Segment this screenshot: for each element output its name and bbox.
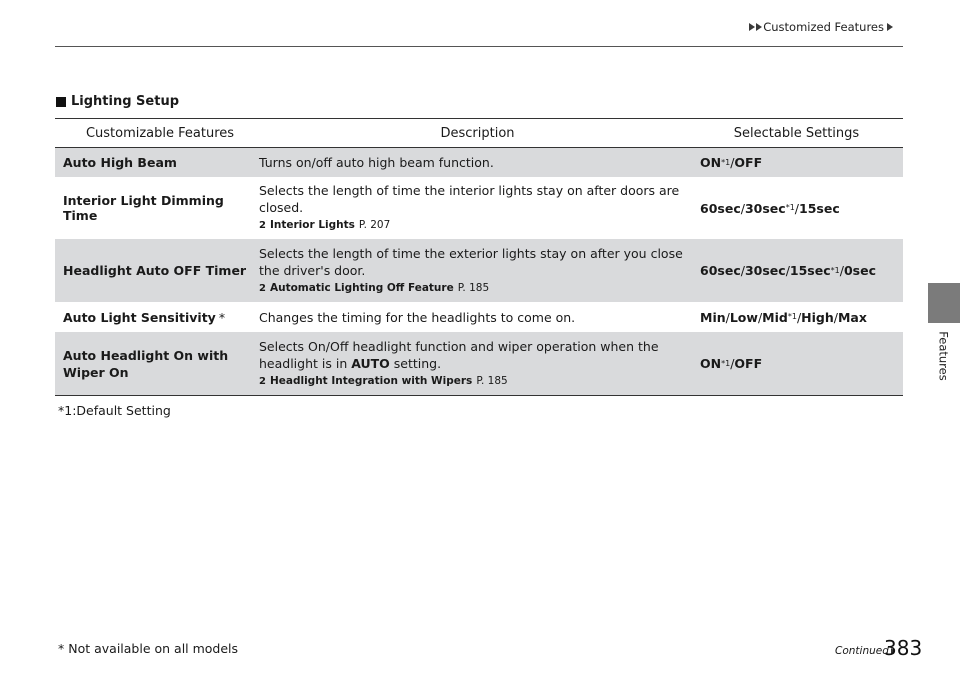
separator: /: [785, 263, 790, 278]
setting-option: Min: [700, 309, 726, 325]
feature-description: [255, 177, 700, 239]
selectable-settings: ON *1 / OFF: [700, 155, 763, 170]
table-row: [55, 302, 903, 332]
page-number: 383: [884, 636, 923, 660]
separator: /: [833, 309, 838, 325]
feature-name: [55, 332, 255, 395]
setting-option: 60sec: [700, 263, 741, 278]
setting-option: Low: [729, 309, 758, 325]
feature-description: [255, 332, 700, 395]
table-body: [55, 148, 903, 395]
setting-option: 30sec: [744, 263, 786, 278]
selectable-settings: 60sec / 30sec / 15sec *1 / 0sec: [700, 263, 876, 278]
side-tab-marker: [928, 283, 960, 323]
table-row: [55, 177, 903, 239]
setting-option: ON: [700, 155, 722, 170]
reference-page[interactable]: P. 185: [457, 281, 490, 294]
feature-description: [255, 239, 700, 302]
setting-option: ON: [700, 356, 722, 371]
section-title-text: Lighting Setup: [71, 94, 180, 109]
selectable-settings: Min / Low / Mid *1 / High / Max: [700, 309, 867, 325]
separator: /: [796, 309, 802, 325]
setting-option: High: [801, 309, 834, 325]
setting-option: OFF: [734, 155, 763, 170]
side-tab: [928, 331, 960, 381]
setting-option: OFF: [734, 356, 763, 371]
selectable-settings: ON *1 / OFF: [700, 356, 763, 371]
setting-option: 60sec: [700, 200, 741, 216]
reference-arrow-icon: 2: [259, 282, 266, 294]
feature-label: Auto Light Sensitivity: [63, 309, 216, 325]
triangle-icon: [756, 23, 762, 31]
description-keyword: AUTO: [351, 355, 390, 371]
continued-text: Continued: [835, 645, 889, 657]
description-text: [259, 338, 700, 372]
feature-name: [55, 302, 255, 332]
selectable-settings: 60sec / 30sec *1 / 15sec: [700, 200, 840, 216]
header-divider: [55, 46, 903, 47]
table-header: [55, 119, 903, 148]
feature-name: [55, 177, 255, 239]
footnote: *1:Default Setting: [58, 403, 171, 418]
setting-option: Max: [837, 309, 867, 325]
column-header: Customizable Features: [85, 125, 235, 141]
separator: /: [839, 263, 844, 278]
feature-name: [55, 239, 255, 302]
description-text: Selects the length of time the exterior lights stay on after you close the driver's door.: [259, 245, 683, 278]
feature-label: Auto Headlight On with Wiper On: [63, 347, 229, 380]
reference-page[interactable]: P. 207: [358, 219, 391, 231]
separator: /: [794, 200, 799, 216]
reference-title[interactable]: Automatic Lighting Off Feature: [269, 281, 454, 294]
breadcrumb: [749, 20, 894, 34]
feature-label: Interior Light Dimming Time: [63, 193, 224, 223]
availability-note: * Not available on all models: [58, 641, 239, 656]
setting-option: 30sec: [744, 200, 786, 216]
setting-option: 15sec: [789, 263, 831, 278]
reference-title[interactable]: Interior Lights: [269, 219, 355, 231]
page-reference[interactable]: [259, 280, 489, 297]
page-reference[interactable]: [259, 373, 508, 390]
setting-option: 0sec: [843, 263, 876, 278]
section-title: [56, 94, 179, 109]
column-header: Selectable Settings: [733, 125, 860, 141]
setting-option: Mid: [762, 309, 788, 325]
description-text: Turns on/off auto high beam function.: [259, 155, 494, 170]
reference-title[interactable]: Headlight Integration with Wipers: [269, 374, 473, 387]
table-row: [55, 239, 903, 302]
separator: /: [740, 263, 745, 278]
table-row: [55, 148, 903, 177]
availability-mark: *: [218, 309, 226, 325]
feature-description: [255, 148, 700, 177]
page-reference[interactable]: [259, 217, 390, 234]
description-part: setting.: [389, 355, 442, 371]
feature-name: [55, 148, 255, 177]
description-text: Changes the timing for the headlights to come on.: [259, 309, 576, 325]
column-header: Description: [440, 125, 515, 141]
description-text: Selects the length of time the interior lights stay on after doors are closed.: [259, 183, 680, 215]
separator: /: [725, 309, 730, 325]
reference-page[interactable]: P. 185: [476, 374, 508, 387]
setting-option: 15sec: [799, 200, 840, 216]
square-bullet-icon: [56, 97, 66, 107]
breadcrumb-label[interactable]: Customized Features: [763, 20, 884, 34]
feature-label: Headlight Auto OFF Timer: [63, 263, 247, 278]
reference-arrow-icon: 2: [259, 220, 266, 231]
feature-label: Auto High Beam: [63, 155, 177, 170]
reference-arrow-icon: 2: [259, 375, 266, 387]
separator: /: [757, 309, 763, 325]
separator: /: [730, 356, 735, 371]
feature-description: [255, 302, 700, 332]
separator: /: [730, 155, 735, 170]
settings-table: [55, 118, 903, 396]
triangle-icon: [749, 23, 755, 31]
separator: /: [740, 200, 745, 216]
table-row: [55, 332, 903, 395]
description-part: Selects On/Off headlight function and wiper operation when the headlight is in: [259, 338, 659, 371]
side-tab-label: Features: [937, 331, 952, 381]
triangle-icon: [887, 23, 893, 31]
